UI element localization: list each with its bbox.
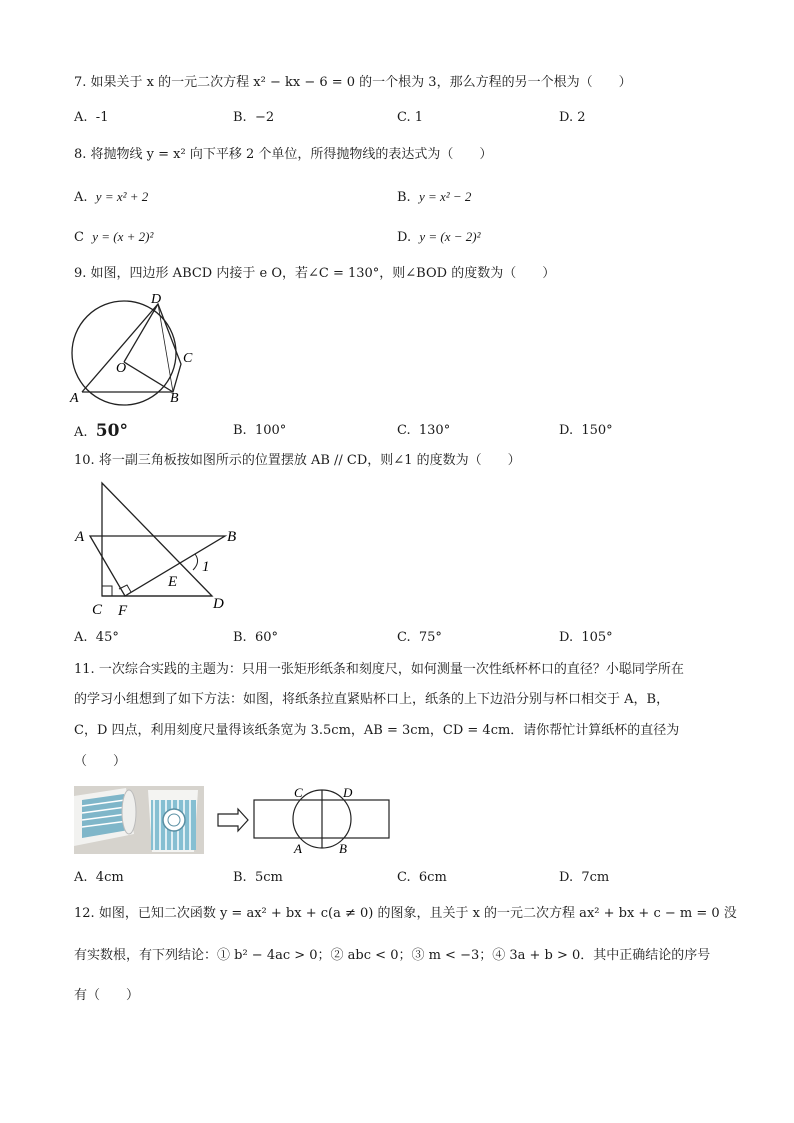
question-11-stem-line-4: （ ）: [74, 754, 127, 769]
label-f: F: [118, 603, 128, 618]
question-7-stem: 7. 如果关于 x 的一元二次方程 x² − kx − 6 = 0 的一个根为 3，那么方程的另一个根为（ ）: [74, 75, 632, 90]
label-d: D: [213, 596, 224, 612]
label-d: D: [343, 785, 353, 800]
label-a: A: [70, 391, 79, 406]
label-c: C: [294, 785, 303, 800]
label-1: 1: [202, 559, 210, 575]
q7-option-b: B. −2: [233, 110, 275, 125]
q8-option-b: B. y = x² − 2: [397, 189, 472, 205]
q9-option-a: A. 50°: [74, 421, 128, 441]
q10-option-a: A. 45°: [74, 630, 119, 645]
question-10-stem: 10. 将一副三角板按如图所示的位置摆放 AB // CD，则∠1 的度数为（ ）: [74, 453, 521, 468]
arrow-icon: [218, 809, 248, 831]
label-a: A: [294, 841, 302, 856]
q7-option-d: D. 2: [559, 110, 586, 125]
question-12-stem-line-2: 有实数根，有下列结论：① b² − 4ac > 0；② abc < 0；③ m < −3；④ 3a + b > 0．其中正确结论的序号: [74, 948, 711, 963]
q10-option-b: B. 60°: [233, 630, 278, 645]
q10-option-d: D. 105°: [559, 630, 613, 645]
q8-option-a: A. y = x² + 2: [74, 189, 149, 205]
triangle-45: [102, 483, 212, 596]
angle-1-arc: [193, 554, 198, 570]
right-angle-c: [102, 586, 112, 596]
label-c: C: [183, 351, 193, 366]
right-angle-f: [119, 585, 131, 592]
question-9-stem: 9. 如图，四边形 ABCD 内接于 e O，若∠C = 130°，则∠BOD 的度数为（ ）: [74, 266, 556, 281]
question-8-stem: 8. 将抛物线 y = x² 向下平移 2 个单位，所得抛物线的表达式为（ ）: [74, 147, 493, 162]
question-11-stem-line-3: C，D 四点，利用刻度尺量得该纸条宽为 3.5cm，AB = 3cm，CD = 4cm．请你帮忙计算纸杯的直径为: [74, 723, 680, 738]
label-b: B: [339, 841, 347, 856]
q10-option-c: C. 75°: [397, 630, 442, 645]
segment-od: [124, 304, 158, 362]
q8-option-c: C y = (x + 2)²: [74, 229, 154, 245]
q7-option-a: A. -1: [74, 110, 109, 125]
q11-strip-figure: [214, 783, 394, 863]
question-12-stem-line-3: 有（ ）: [74, 988, 140, 1003]
label-b: B: [170, 391, 179, 406]
q11-option-c: C. 6cm: [397, 870, 447, 885]
segment-ob: [124, 362, 173, 392]
q9-option-c: C. 130°: [397, 423, 451, 438]
label-d: D: [151, 292, 162, 307]
label-c: C: [92, 602, 103, 618]
q11-option-b: B. 5cm: [233, 870, 283, 885]
segment-bd: [158, 304, 173, 392]
q9-option-b: B. 100°: [233, 423, 287, 438]
paper-cups-photo: [74, 786, 204, 854]
label-e: E: [168, 574, 178, 590]
label-a: A: [75, 529, 85, 545]
question-12-stem-line-1: 12. 如图，已知二次函数 y = ax² + bx + c(a ≠ 0) 的图象，且关于 x 的一元二次方程 ax² + bx + c − m = 0 没: [74, 906, 737, 921]
label-o: O: [116, 361, 127, 376]
q8-option-d: D. y = (x − 2)²: [397, 229, 481, 245]
q11-option-a: A. 4cm: [74, 870, 124, 885]
question-11-stem-line-1: 11. 一次综合实践的主题为：只用一张矩形纸条和刻度尺，如何测量一次性纸杯杯口的直径？小聪同学所在: [74, 662, 684, 677]
q9-option-d: D. 150°: [559, 423, 613, 438]
question-11-stem-line-2: 的学习小组想到了如下方法：如图，将纸条拉直紧贴杯口上，纸条的上下边沿分别与杯口相交于 A，B，: [74, 692, 670, 707]
q7-option-c: C. 1: [397, 110, 424, 125]
q9-circle-figure: [66, 290, 206, 412]
q10-triangles-figure: [70, 478, 250, 622]
q11-option-d: D. 7cm: [559, 870, 610, 885]
label-b: B: [227, 529, 237, 545]
